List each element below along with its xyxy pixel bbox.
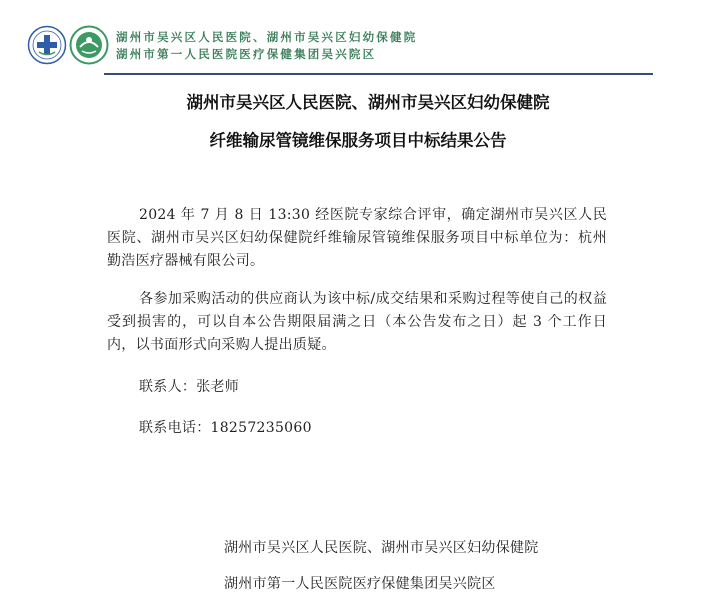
letterhead-divider (104, 73, 653, 75)
contact-person: 联系人：张老师 (139, 379, 240, 395)
objection-paragraph: 各参加采购活动的供应商认为该中标/成交结果和采购过程等使自己的权益受到损害的，可以自本公告期限届满之日（本公告发布之日）起 3 个工作日内，以书面形式向采购人提出质疑。 (107, 291, 607, 353)
letterhead-line-2: 湖州市第一人民医院医疗保健集团吴兴院区 (116, 47, 377, 61)
announcement-paragraph: 2024 年 7 月 8 日 13:30 经医院专家综合评审，确定湖州市吴兴区人民医院、湖州市吴兴区妇幼保健院纤维输尿管镜维保服务项目中标单位为：杭州勤浩医疗器械有限公司。 (107, 207, 607, 269)
hospital-logo-icon (27, 25, 67, 65)
signature-line-1: 湖州市吴兴区人民医院、湖州市吴兴区妇幼保健院 (224, 540, 539, 556)
letterhead-line-1: 湖州市吴兴区人民医院、湖州市吴兴区妇幼保健院 (116, 30, 418, 44)
signature-line-2: 湖州市第一人民医院医疗保健集团吴兴院区 (224, 576, 496, 592)
document-title-line-2: 纤维输尿管镜维保服务项目中标结果公告 (209, 131, 507, 150)
contact-phone: 联系电话：18257235060 (139, 420, 312, 436)
letterhead (0, 0, 706, 80)
maternal-child-logo-icon (69, 25, 109, 65)
document-title-line-1: 湖州市吴兴区人民医院、湖州市吴兴区妇幼保健院 (186, 93, 550, 112)
